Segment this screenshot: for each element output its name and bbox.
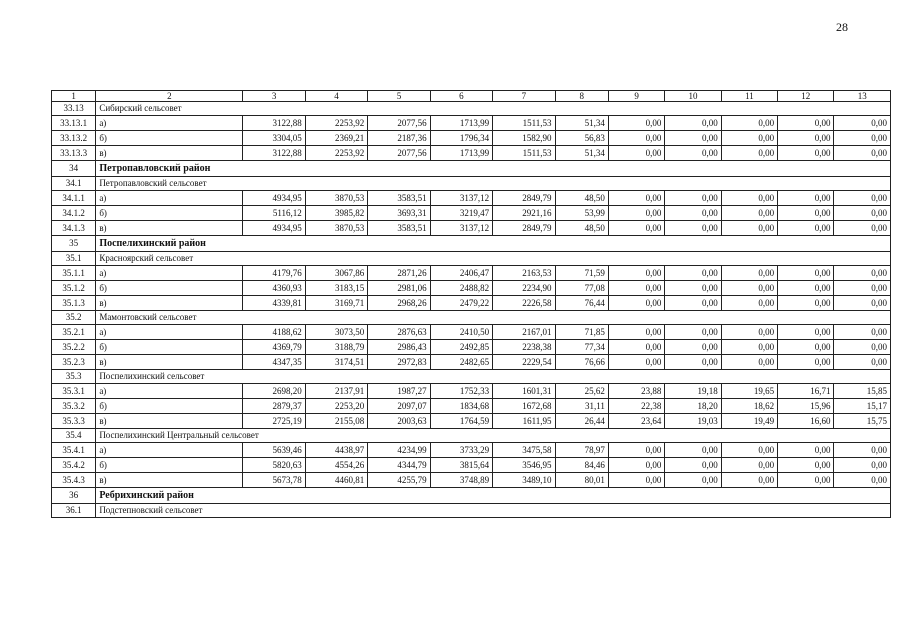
cell-value: 2238,38 [493, 340, 555, 355]
row-code: 35.4.3 [52, 473, 96, 488]
cell-value: 3489,10 [493, 473, 555, 488]
cell-value: 0,00 [665, 340, 721, 355]
row-code: 34.1 [52, 177, 96, 191]
cell-value: 2077,56 [368, 146, 430, 161]
cell-value: 0,00 [834, 281, 891, 296]
cell-value: 77,08 [555, 281, 608, 296]
cell-value: 4438,97 [305, 443, 367, 458]
table-row [52, 384, 891, 399]
cell-value: 16,71 [778, 384, 834, 399]
cell-value: 15,85 [834, 384, 891, 399]
cell-value: 0,00 [721, 296, 777, 311]
cell-value: 2871,26 [368, 266, 430, 281]
table-body [52, 102, 891, 518]
cell-value: 2229,54 [493, 355, 555, 370]
cell-value: 0,00 [608, 340, 664, 355]
cell-value: 0,00 [608, 116, 664, 131]
cell-value: 3169,71 [305, 296, 367, 311]
section-name: Петропавловский сельсовет [96, 177, 891, 191]
cell-value: 3583,51 [368, 221, 430, 236]
row-label: б) [96, 340, 243, 355]
row-code: 34.1.2 [52, 206, 96, 221]
section-row [52, 311, 891, 325]
table-row [52, 458, 891, 473]
cell-value: 3183,15 [305, 281, 367, 296]
cell-value: 2187,36 [368, 131, 430, 146]
table-row [52, 443, 891, 458]
cell-value: 4344,79 [368, 458, 430, 473]
cell-value: 0,00 [721, 206, 777, 221]
cell-value: 51,34 [555, 116, 608, 131]
column-header: 8 [555, 91, 608, 102]
row-code: 35.4.1 [52, 443, 96, 458]
cell-value: 4188,62 [243, 325, 305, 340]
cell-value: 1834,68 [430, 399, 492, 414]
cell-value: 5820,63 [243, 458, 305, 473]
cell-value: 0,00 [778, 191, 834, 206]
section-row [52, 102, 891, 116]
row-label: в) [96, 355, 243, 370]
cell-value: 15,96 [778, 399, 834, 414]
section-row [52, 177, 891, 191]
cell-value: 2879,37 [243, 399, 305, 414]
cell-value: 0,00 [608, 296, 664, 311]
row-code: 35.3.2 [52, 399, 96, 414]
cell-value: 0,00 [834, 131, 891, 146]
cell-value: 0,00 [665, 355, 721, 370]
row-code: 35.2.2 [52, 340, 96, 355]
cell-value: 3067,86 [305, 266, 367, 281]
cell-value: 0,00 [665, 206, 721, 221]
cell-value: 26,44 [555, 414, 608, 429]
row-code: 35.2.1 [52, 325, 96, 340]
column-header: 3 [243, 91, 305, 102]
cell-value: 0,00 [608, 325, 664, 340]
table-row [52, 191, 891, 206]
cell-value: 2981,06 [368, 281, 430, 296]
cell-value: 0,00 [834, 191, 891, 206]
column-header: 10 [665, 91, 721, 102]
cell-value: 3985,82 [305, 206, 367, 221]
cell-value: 0,00 [608, 146, 664, 161]
cell-value: 0,00 [721, 325, 777, 340]
row-code: 35.4 [52, 429, 96, 443]
cell-value: 76,66 [555, 355, 608, 370]
cell-value: 0,00 [834, 116, 891, 131]
cell-value: 80,01 [555, 473, 608, 488]
cell-value: 4234,99 [368, 443, 430, 458]
cell-value: 2253,92 [305, 146, 367, 161]
cell-value: 0,00 [834, 458, 891, 473]
cell-value: 0,00 [665, 146, 721, 161]
row-code: 36.1 [52, 504, 96, 518]
cell-value: 0,00 [665, 221, 721, 236]
cell-value: 2097,07 [368, 399, 430, 414]
row-label: а) [96, 384, 243, 399]
cell-value: 48,50 [555, 221, 608, 236]
cell-value: 2876,63 [368, 325, 430, 340]
cell-value: 15,17 [834, 399, 891, 414]
cell-value: 0,00 [778, 131, 834, 146]
table-row [52, 281, 891, 296]
cell-value: 48,50 [555, 191, 608, 206]
cell-value: 3188,79 [305, 340, 367, 355]
cell-value: 5673,78 [243, 473, 305, 488]
row-label: в) [96, 296, 243, 311]
cell-value: 76,44 [555, 296, 608, 311]
cell-value: 0,00 [834, 206, 891, 221]
cell-value: 3546,95 [493, 458, 555, 473]
table-row [52, 325, 891, 340]
district-name: Поспелихинский район [96, 236, 891, 252]
row-code: 35.1.1 [52, 266, 96, 281]
cell-value: 0,00 [608, 221, 664, 236]
cell-value: 3219,47 [430, 206, 492, 221]
table-row [52, 473, 891, 488]
row-label: б) [96, 281, 243, 296]
column-header: 13 [834, 91, 891, 102]
cell-value: 1582,90 [493, 131, 555, 146]
row-code: 33.13.3 [52, 146, 96, 161]
cell-value: 16,60 [778, 414, 834, 429]
row-code: 35.4.2 [52, 458, 96, 473]
cell-value: 0,00 [608, 443, 664, 458]
cell-value: 2003,63 [368, 414, 430, 429]
section-name: Поспелихинский Центральный сельсовет [96, 429, 891, 443]
row-code: 35.3.1 [52, 384, 96, 399]
cell-value: 0,00 [721, 281, 777, 296]
cell-value: 1511,53 [493, 146, 555, 161]
cell-value: 19,49 [721, 414, 777, 429]
cell-value: 1672,68 [493, 399, 555, 414]
cell-value: 2968,26 [368, 296, 430, 311]
cell-value: 2410,50 [430, 325, 492, 340]
cell-value: 2406,47 [430, 266, 492, 281]
cell-value: 0,00 [721, 355, 777, 370]
row-code: 35.2.3 [52, 355, 96, 370]
cell-value: 3137,12 [430, 221, 492, 236]
row-label: а) [96, 266, 243, 281]
cell-value: 2725,19 [243, 414, 305, 429]
cell-value: 3122,88 [243, 146, 305, 161]
cell-value: 0,00 [665, 116, 721, 131]
cell-value: 0,00 [665, 266, 721, 281]
cell-value: 5639,46 [243, 443, 305, 458]
row-code: 34.1.3 [52, 221, 96, 236]
row-code: 35.1.3 [52, 296, 96, 311]
cell-value: 3748,89 [430, 473, 492, 488]
district-row [52, 161, 891, 177]
cell-value: 2488,82 [430, 281, 492, 296]
cell-value: 78,97 [555, 443, 608, 458]
section-name: Мамонтовский сельсовет [96, 311, 891, 325]
cell-value: 0,00 [834, 443, 891, 458]
cell-value: 2077,56 [368, 116, 430, 131]
cell-value: 31,11 [555, 399, 608, 414]
cell-value: 0,00 [721, 221, 777, 236]
cell-value: 51,34 [555, 146, 608, 161]
cell-value: 0,00 [834, 266, 891, 281]
cell-value: 19,18 [665, 384, 721, 399]
cell-value: 2479,22 [430, 296, 492, 311]
section-name: Красноярский сельсовет [96, 252, 891, 266]
cell-value: 2849,79 [493, 191, 555, 206]
cell-value: 0,00 [721, 146, 777, 161]
table-row [52, 116, 891, 131]
cell-value: 0,00 [834, 340, 891, 355]
cell-value: 0,00 [721, 340, 777, 355]
section-name: Сибирский сельсовет [96, 102, 891, 116]
cell-value: 0,00 [778, 296, 834, 311]
row-code: 34.1.1 [52, 191, 96, 206]
district-name: Ребрихинский район [96, 488, 891, 504]
cell-value: 77,34 [555, 340, 608, 355]
row-label: а) [96, 443, 243, 458]
cell-value: 3073,50 [305, 325, 367, 340]
cell-value: 4339,81 [243, 296, 305, 311]
row-label: в) [96, 473, 243, 488]
row-label: в) [96, 146, 243, 161]
cell-value: 15,75 [834, 414, 891, 429]
table-row [52, 340, 891, 355]
cell-value: 0,00 [778, 206, 834, 221]
cell-value: 1764,59 [430, 414, 492, 429]
cell-value: 19,03 [665, 414, 721, 429]
cell-value: 71,85 [555, 325, 608, 340]
cell-value: 0,00 [721, 116, 777, 131]
district-name: Петропавловский район [96, 161, 891, 177]
table-row [52, 296, 891, 311]
row-code: 35.1 [52, 252, 96, 266]
cell-value: 18,62 [721, 399, 777, 414]
cell-value: 0,00 [834, 296, 891, 311]
cell-value: 4179,76 [243, 266, 305, 281]
cell-value: 3122,88 [243, 116, 305, 131]
cell-value: 3174,51 [305, 355, 367, 370]
cell-value: 3693,31 [368, 206, 430, 221]
cell-value: 3733,29 [430, 443, 492, 458]
cell-value: 2253,92 [305, 116, 367, 131]
cell-value: 3815,64 [430, 458, 492, 473]
cell-value: 53,99 [555, 206, 608, 221]
cell-value: 0,00 [834, 473, 891, 488]
row-label: а) [96, 325, 243, 340]
cell-value: 0,00 [778, 340, 834, 355]
cell-value: 2849,79 [493, 221, 555, 236]
cell-value: 19,65 [721, 384, 777, 399]
row-code: 35 [52, 236, 96, 252]
cell-value: 0,00 [721, 131, 777, 146]
cell-value: 56,83 [555, 131, 608, 146]
cell-value: 0,00 [778, 458, 834, 473]
cell-value: 0,00 [608, 131, 664, 146]
row-code: 33.13.2 [52, 131, 96, 146]
row-label: а) [96, 116, 243, 131]
row-code: 33.13 [52, 102, 96, 116]
section-row [52, 429, 891, 443]
table-row [52, 146, 891, 161]
row-label: б) [96, 458, 243, 473]
cell-value: 0,00 [778, 116, 834, 131]
cell-value: 2492,85 [430, 340, 492, 355]
cell-value: 71,59 [555, 266, 608, 281]
cell-value: 0,00 [834, 146, 891, 161]
cell-value: 0,00 [834, 355, 891, 370]
row-code: 36 [52, 488, 96, 504]
row-label: б) [96, 131, 243, 146]
cell-value: 2155,08 [305, 414, 367, 429]
cell-value: 0,00 [778, 473, 834, 488]
cell-value: 2972,83 [368, 355, 430, 370]
table-row [52, 355, 891, 370]
cell-value: 4934,95 [243, 191, 305, 206]
cell-value: 2167,01 [493, 325, 555, 340]
cell-value: 3475,58 [493, 443, 555, 458]
cell-value: 1511,53 [493, 116, 555, 131]
cell-value: 0,00 [608, 458, 664, 473]
cell-value: 4554,26 [305, 458, 367, 473]
cell-value: 3137,12 [430, 191, 492, 206]
column-header: 5 [368, 91, 430, 102]
column-header: 4 [305, 91, 367, 102]
table-row [52, 266, 891, 281]
cell-value: 0,00 [721, 458, 777, 473]
cell-value: 4934,95 [243, 221, 305, 236]
cell-value: 2163,53 [493, 266, 555, 281]
cell-value: 0,00 [665, 443, 721, 458]
section-row [52, 504, 891, 518]
header-row [52, 91, 891, 102]
section-row [52, 252, 891, 266]
cell-value: 3583,51 [368, 191, 430, 206]
column-header: 2 [96, 91, 243, 102]
cell-value: 4347,35 [243, 355, 305, 370]
section-name: Подстепновский сельсовет [96, 504, 891, 518]
cell-value: 0,00 [778, 266, 834, 281]
section-row [52, 370, 891, 384]
cell-value: 0,00 [778, 443, 834, 458]
cell-value: 18,20 [665, 399, 721, 414]
cell-value: 1713,99 [430, 146, 492, 161]
page-number: 28 [836, 20, 848, 34]
cell-value: 0,00 [778, 281, 834, 296]
cell-value: 0,00 [665, 473, 721, 488]
cell-value: 0,00 [608, 473, 664, 488]
cell-value: 1796,34 [430, 131, 492, 146]
cell-value: 0,00 [778, 355, 834, 370]
cell-value: 1752,33 [430, 384, 492, 399]
cell-value: 2986,43 [368, 340, 430, 355]
row-code: 35.3.3 [52, 414, 96, 429]
row-code: 35.3 [52, 370, 96, 384]
cell-value: 0,00 [778, 221, 834, 236]
cell-value: 0,00 [665, 458, 721, 473]
table-row [52, 206, 891, 221]
cell-value: 2137,91 [305, 384, 367, 399]
row-label: а) [96, 191, 243, 206]
cell-value: 0,00 [834, 221, 891, 236]
cell-value: 0,00 [608, 266, 664, 281]
data-table [51, 90, 891, 518]
cell-value: 1611,95 [493, 414, 555, 429]
cell-value: 0,00 [721, 266, 777, 281]
cell-value: 0,00 [665, 296, 721, 311]
cell-value: 2698,20 [243, 384, 305, 399]
cell-value: 0,00 [665, 325, 721, 340]
cell-value: 2369,21 [305, 131, 367, 146]
table-row [52, 221, 891, 236]
district-row [52, 488, 891, 504]
cell-value: 5116,12 [243, 206, 305, 221]
cell-value: 1601,31 [493, 384, 555, 399]
cell-value: 0,00 [834, 325, 891, 340]
cell-value: 0,00 [778, 146, 834, 161]
district-row [52, 236, 891, 252]
column-header: 9 [608, 91, 664, 102]
cell-value: 4460,81 [305, 473, 367, 488]
row-label: в) [96, 414, 243, 429]
cell-value: 25,62 [555, 384, 608, 399]
cell-value: 2482,65 [430, 355, 492, 370]
cell-value: 84,46 [555, 458, 608, 473]
cell-value: 23,88 [608, 384, 664, 399]
cell-value: 3304,05 [243, 131, 305, 146]
column-header: 1 [52, 91, 96, 102]
cell-value: 0,00 [721, 443, 777, 458]
row-label: б) [96, 399, 243, 414]
column-header: 11 [721, 91, 777, 102]
cell-value: 4255,79 [368, 473, 430, 488]
cell-value: 4360,93 [243, 281, 305, 296]
cell-value: 0,00 [665, 191, 721, 206]
cell-value: 4369,79 [243, 340, 305, 355]
section-name: Поспелихинский сельсовет [96, 370, 891, 384]
cell-value: 2253,20 [305, 399, 367, 414]
cell-value: 0,00 [608, 281, 664, 296]
row-code: 34 [52, 161, 96, 177]
cell-value: 3870,53 [305, 221, 367, 236]
cell-value: 3870,53 [305, 191, 367, 206]
row-code: 33.13.1 [52, 116, 96, 131]
table-row [52, 399, 891, 414]
cell-value: 23,64 [608, 414, 664, 429]
cell-value: 2234,90 [493, 281, 555, 296]
cell-value: 0,00 [721, 191, 777, 206]
cell-value: 0,00 [665, 281, 721, 296]
cell-value: 0,00 [608, 206, 664, 221]
column-header: 6 [430, 91, 492, 102]
cell-value: 22,38 [608, 399, 664, 414]
row-label: б) [96, 206, 243, 221]
cell-value: 0,00 [608, 191, 664, 206]
cell-value: 0,00 [778, 325, 834, 340]
cell-value: 0,00 [608, 355, 664, 370]
column-header: 7 [493, 91, 555, 102]
cell-value: 1987,27 [368, 384, 430, 399]
table-row [52, 131, 891, 146]
row-code: 35.1.2 [52, 281, 96, 296]
cell-value: 0,00 [721, 473, 777, 488]
table-row [52, 414, 891, 429]
cell-value: 1713,99 [430, 116, 492, 131]
cell-value: 0,00 [665, 131, 721, 146]
row-code: 35.2 [52, 311, 96, 325]
row-label: в) [96, 221, 243, 236]
column-header: 12 [778, 91, 834, 102]
cell-value: 2226,58 [493, 296, 555, 311]
cell-value: 2921,16 [493, 206, 555, 221]
